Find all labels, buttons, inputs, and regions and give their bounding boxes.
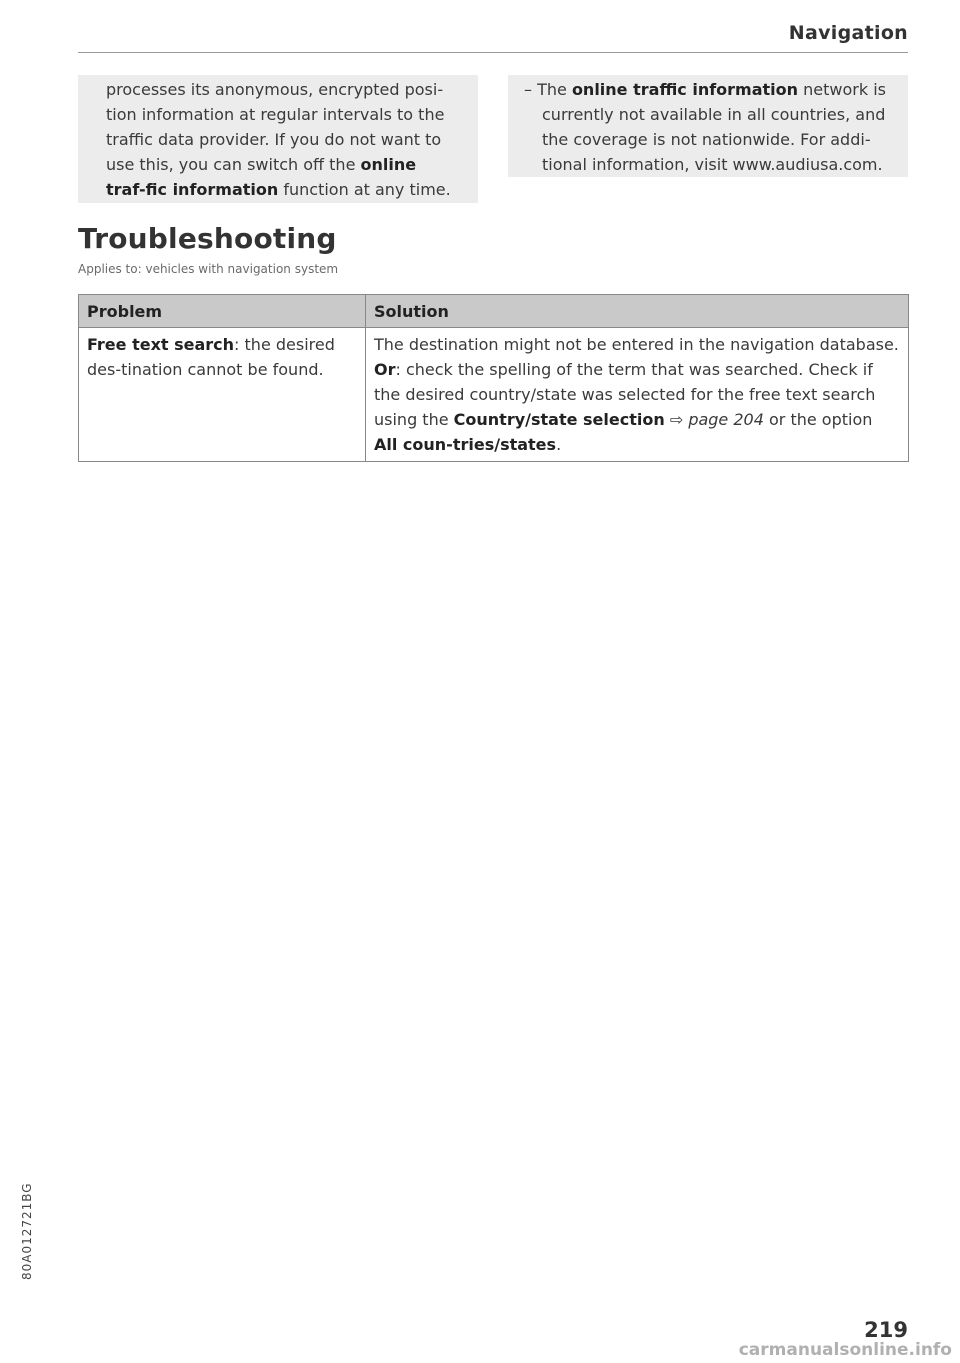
header-divider: [78, 52, 908, 53]
note-right-bold-term: online traffic information: [571, 80, 799, 99]
note-left-bold-term: online traf-fic information: [106, 155, 417, 199]
watermark-text: carmanualsonline.info: [738, 1340, 952, 1360]
solution-text-3: or the option: [763, 410, 873, 429]
note-left-text-1: processes its anonymous, encrypted posi-tion information at regular intervals to the traffic data provider. If you do not want to use this, you can switch off the: [106, 80, 445, 174]
page-number: 219: [864, 1318, 908, 1342]
section-heading: Troubleshooting: [78, 222, 337, 255]
applies-to-note: Applies to: vehicles with navigation system: [78, 262, 339, 276]
note-right-text-2: network is currently not available in all countries, and the coverage is not nationwide. For addi-tional information, visit www.audiusa.com.: [542, 80, 886, 174]
note-left-text-2: function at any time.: [278, 180, 451, 199]
column-header-solution: Solution: [366, 295, 909, 328]
solution-cell: [366, 328, 909, 462]
note-box-left: [78, 75, 478, 203]
note-right-list-item: [524, 77, 894, 177]
table-row: [79, 328, 909, 462]
arrow-icon: ⇨: [664, 410, 689, 429]
column-header-problem: Problem: [79, 295, 366, 328]
note-right-text-1: – The: [524, 80, 572, 99]
document-code: 80A012721BG: [20, 1182, 34, 1280]
problem-bold-term: Free text search: [87, 335, 235, 354]
problem-cell: [79, 328, 366, 462]
running-header: Navigation: [788, 22, 908, 44]
solution-text-4: .: [556, 435, 562, 454]
note-box-right: [508, 75, 908, 177]
problem-text: : the desired des-tination cannot be found.: [87, 335, 335, 379]
page-reference-link[interactable]: page 204: [688, 410, 764, 429]
table-header-row: [79, 295, 909, 328]
solution-text-1: The destination might not be entered in the navigation database.: [374, 335, 899, 354]
troubleshooting-table: [78, 294, 909, 462]
solution-text-2: : check the spelling of the term that was searched. Check if the desired country/state was selected for the free text search using the: [374, 360, 876, 429]
solution-bold-all-countries: All coun-tries/states: [374, 435, 557, 454]
solution-bold-country-state: Country/state selection: [453, 410, 665, 429]
solution-bold-or: Or: [374, 360, 396, 379]
